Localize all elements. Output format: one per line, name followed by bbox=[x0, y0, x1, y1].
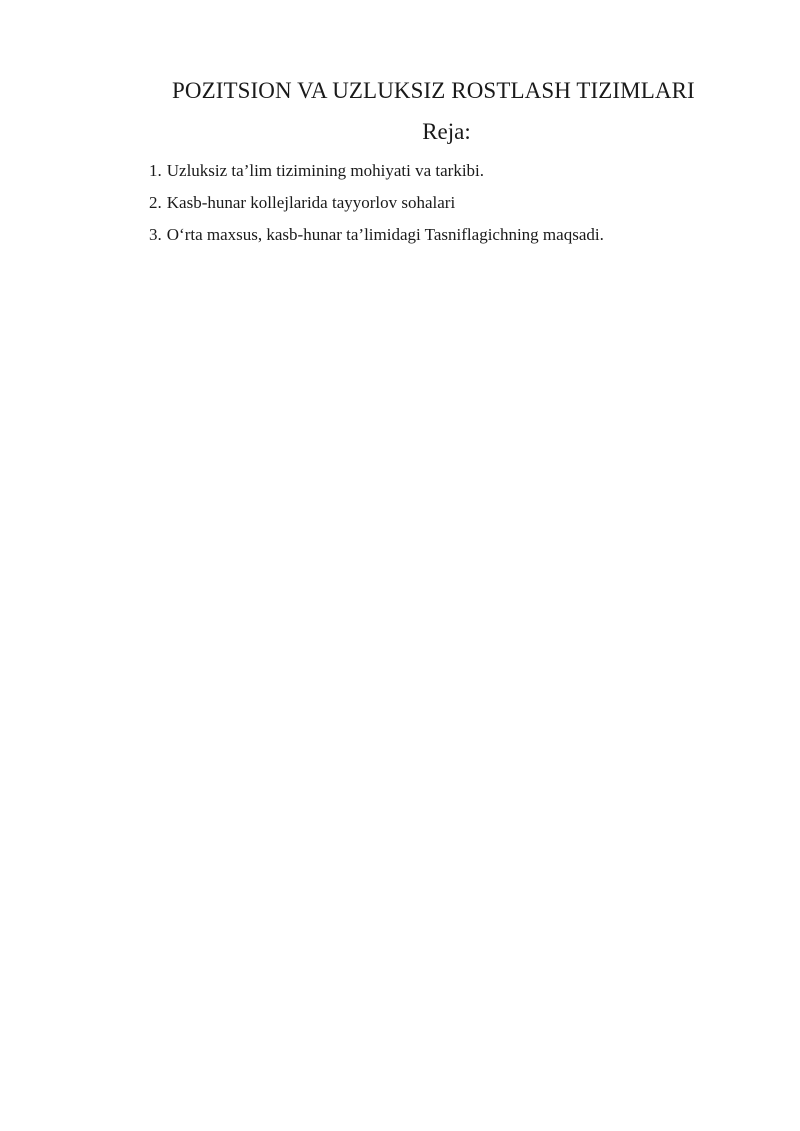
plan-item-text: O‘rta maxsus, kasb-hunar ta’limidagi Tasniflagichning maqsadi. bbox=[166, 225, 604, 244]
plan-item bbox=[149, 223, 604, 255]
plan-list bbox=[149, 159, 604, 255]
plan-item-number: 1. bbox=[149, 161, 162, 180]
document-title: POZITSION VA UZLUKSIZ ROSTLASH TIZIMLARI bbox=[172, 78, 695, 103]
plan-item bbox=[149, 159, 604, 191]
plan-item-number: 3. bbox=[149, 225, 162, 244]
plan-heading: Reja: bbox=[422, 119, 471, 144]
plan-item-number: 2. bbox=[149, 193, 162, 212]
plan-item-text: Kasb-hunar kollejlarida tayyorlov sohalari bbox=[166, 193, 456, 212]
plan-item bbox=[149, 191, 604, 223]
plan-item-text: Uzluksiz ta’lim tizimining mohiyati va tarkibi. bbox=[166, 161, 485, 180]
